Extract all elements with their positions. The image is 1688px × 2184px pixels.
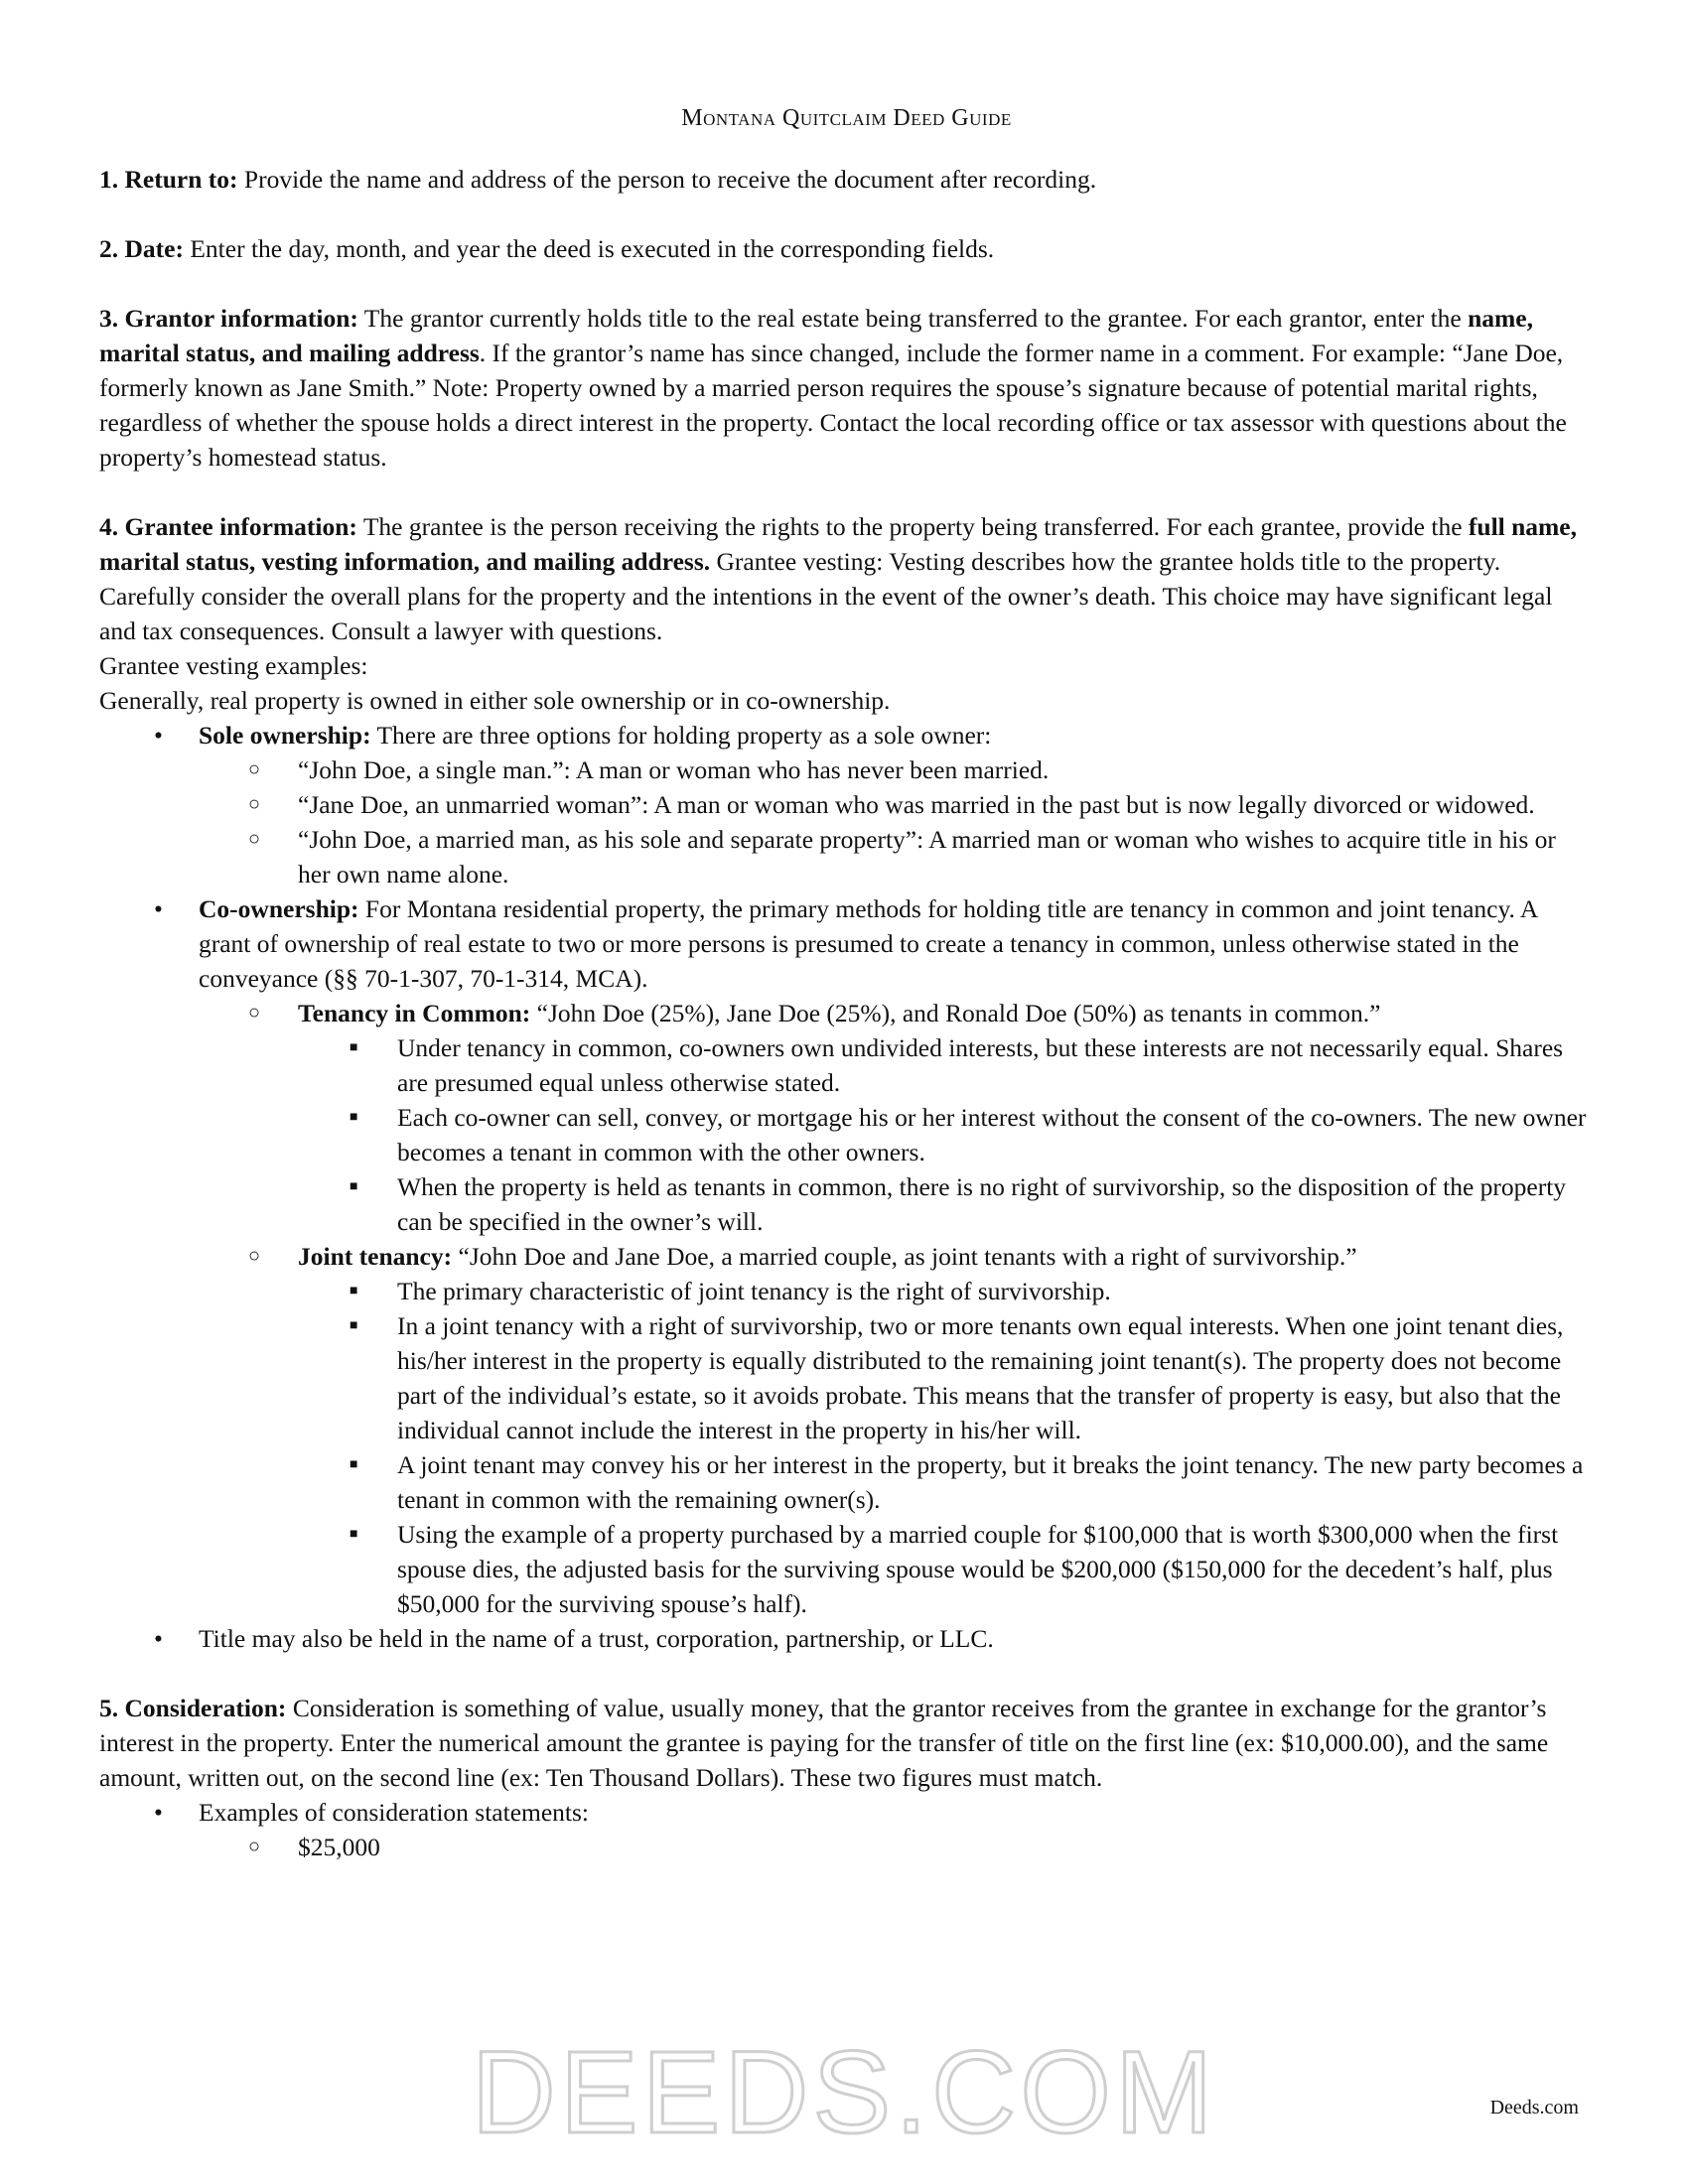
item-text: There are three options for holding property as a sole owner: (370, 721, 992, 750)
section-bold-text: name, marital status, and mailing address (99, 304, 1533, 367)
section-text: Provide the name and address of the person to receive the document after recording. (237, 165, 1097, 194)
list-item (99, 1239, 1594, 1621)
item-text: “John Doe (25%), Jane Doe (25%), and Ronald Doe (50%) as tenants in common.” (530, 999, 1381, 1027)
square-bullet-icon: ■ (350, 1457, 358, 1472)
section-label: 3. Grantor information: (99, 304, 358, 333)
item-text: “John Doe, a single man.”: A man or woman who has never been married. (298, 755, 1050, 784)
item-label: Sole ownership: (199, 721, 371, 750)
item-text: Using the example of a property purchased by a married couple for $100,000 that is worth $300,000 when the first spouse dies, the adjusted basis for the surviving spouse would be $200,000 ($150,000 for the decedent’s half, plus $50,000 for the surviving spouse’s half). (397, 1520, 1559, 1618)
sole-options-list (199, 752, 1594, 891)
bullet-icon: • (154, 894, 163, 923)
circle-bullet-icon: ○ (248, 828, 261, 850)
item-label: Tenancy in Common: (298, 999, 531, 1027)
list-item (99, 1517, 1594, 1621)
consideration-list (99, 1795, 1594, 1864)
list-item (99, 1169, 1594, 1239)
list-item (99, 1830, 1594, 1864)
item-text: When the property is held as tenants in common, there is no right of survivorship, so the disposition of the property can be specified in the owner’s will. (397, 1172, 1567, 1236)
bullet-icon: • (154, 1798, 163, 1827)
list-item (99, 1100, 1594, 1169)
section-label: 5. Consideration: (99, 1694, 287, 1722)
circle-bullet-icon: ○ (248, 793, 261, 815)
list-item (99, 1795, 1594, 1864)
section-label: 2. Date: (99, 234, 184, 263)
tenancy-in-common-list (298, 1030, 1594, 1239)
section-grantor (99, 301, 1594, 475)
item-label: Joint tenancy: (298, 1242, 453, 1271)
section-bold-text: full name, marital status, vesting information, and mailing address. (99, 512, 1577, 576)
list-item (99, 996, 1594, 1239)
square-bullet-icon: ■ (350, 1527, 358, 1542)
list-item (99, 718, 1594, 891)
item-text: The primary characteristic of joint tenancy is the right of survivorship. (397, 1277, 1111, 1305)
footer-brand: Deeds.com (1489, 2097, 1579, 2118)
item-text: Title may also be held in the name of a trust, corporation, partnership, or LLC. (199, 1624, 994, 1653)
list-item (99, 1308, 1594, 1447)
item-text: A joint tenant may convey his or her interest in the property, but it breaks the joint tenancy. The new party becomes a tenant in common with the remaining owner(s). (397, 1450, 1584, 1514)
section-consideration (99, 1691, 1594, 1864)
list-item (99, 1447, 1594, 1517)
section-text: Enter the day, month, and year the deed is executed in the corresponding fields. (183, 234, 995, 263)
section-grantee (99, 509, 1594, 1656)
item-text: “Jane Doe, an unmarried woman”: A man or woman who was married in the past but is now legally divorced or widowed. (298, 790, 1535, 819)
generally-text: Generally, real property is owned in either sole ownership or in co-ownership. (99, 686, 891, 715)
list-item (99, 822, 1594, 891)
square-bullet-icon: ■ (350, 1284, 358, 1298)
co-ownership-list (199, 996, 1594, 1621)
section-label: 1. Return to: (99, 165, 238, 194)
joint-tenancy-list (298, 1274, 1594, 1621)
square-bullet-icon: ■ (350, 1318, 358, 1333)
circle-bullet-icon: ○ (248, 1836, 261, 1857)
consideration-examples-list (199, 1830, 1594, 1864)
list-item (99, 1274, 1594, 1308)
section-text: Consideration is something of value, usually money, that the grantor receives from the grantee in exchange for the grantor’s interest in the property. Enter the numerical amount the grantee is paying for the transfer of title on the first line (ex: $10,000.00), and the same amount, written out, on the second line (ex: Ten Thousand Dollars). These two figures must match. (99, 1694, 1549, 1792)
section-text: Grantee vesting: Vesting describes how the grantee holds title to the property. Carefully consider the overall plans for the property and the intentions in the event of the owner’s death. This choice may have significant legal and tax consequences. Consult a lawyer with questions. (99, 547, 1553, 645)
circle-bullet-icon: ○ (248, 1002, 261, 1024)
square-bullet-icon: ■ (350, 1040, 358, 1055)
bullet-icon: • (154, 1624, 163, 1653)
item-text: $25,000 (298, 1833, 380, 1861)
square-bullet-icon: ■ (350, 1179, 358, 1194)
item-text: Examples of consideration statements: (199, 1798, 590, 1827)
watermark-logo: DEEDS.COM (471, 2027, 1217, 2158)
section-date (99, 231, 1594, 266)
list-item (99, 891, 1594, 1621)
section-label: 4. Grantee information: (99, 512, 357, 541)
document-page (99, 101, 1594, 1899)
page-title: Montana Quitclaim Deed Guide (681, 105, 1012, 131)
item-text: “John Doe, a married man, as his sole and separate property”: A married man or woman who wishes to acquire title in his or her own name alone. (298, 825, 1556, 888)
item-text: Each co-owner can sell, convey, or mortgage his or her interest without the consent of the co-owners. The new owner becomes a tenant in common with the other owners. (397, 1103, 1587, 1166)
bullet-icon: • (154, 721, 163, 750)
section-return-to (99, 162, 1594, 197)
vesting-list (99, 718, 1594, 1656)
square-bullet-icon: ■ (350, 1110, 358, 1125)
section-text: The grantee is the person receiving the rights to the property being transferred. For each grantee, provide the (356, 512, 1469, 541)
item-text: “John Doe and Jane Doe, a married couple, as joint tenants with a right of survivorship.” (452, 1242, 1357, 1271)
list-item (99, 1621, 1594, 1656)
item-text: For Montana residential property, the primary methods for holding title are tenancy in common and joint tenancy. A grant of ownership of real estate to two or more persons is presumed to create a tenancy in common, unless otherwise stated in the conveyance (§§ 70-1-307, 70-1-314, MCA). (199, 894, 1537, 993)
item-label: Co-ownership: (199, 894, 359, 923)
item-text: Under tenancy in common, co-owners own undivided interests, but these interests are not necessarily equal. Shares are presumed equal unless otherwise stated. (397, 1033, 1564, 1097)
section-text: . If the grantor’s name has since changed, include the former name in a comment. For example: “Jane Doe, formerly known as Jane Smith.” Note: Property owned by a married person requires the spouse’s signature because of potential marital rights, regardless of whether the spouse holds a direct interest in the property. Contact the local recording office or tax assessor with questions about the property’s homestead status. (99, 339, 1567, 472)
list-item (99, 787, 1594, 822)
item-text: In a joint tenancy with a right of survivorship, two or more tenants own equal interests. When one joint tenant dies, his/her interest in the property is equally distributed to the remaining joint tenant(s). The property does not become part of the individual’s estate, so it avoids probate. This means that the transfer of property is easy, but also that the individual cannot include the interest in the property in his/her will. (397, 1311, 1564, 1444)
section-text: The grantor currently holds title to the real estate being transferred to the grantee. For each grantor, enter the (357, 304, 1469, 333)
vesting-examples-label: Grantee vesting examples: (99, 651, 368, 680)
list-item (99, 1030, 1594, 1100)
circle-bullet-icon: ○ (248, 1245, 261, 1267)
circle-bullet-icon: ○ (248, 758, 261, 780)
list-item (99, 752, 1594, 787)
